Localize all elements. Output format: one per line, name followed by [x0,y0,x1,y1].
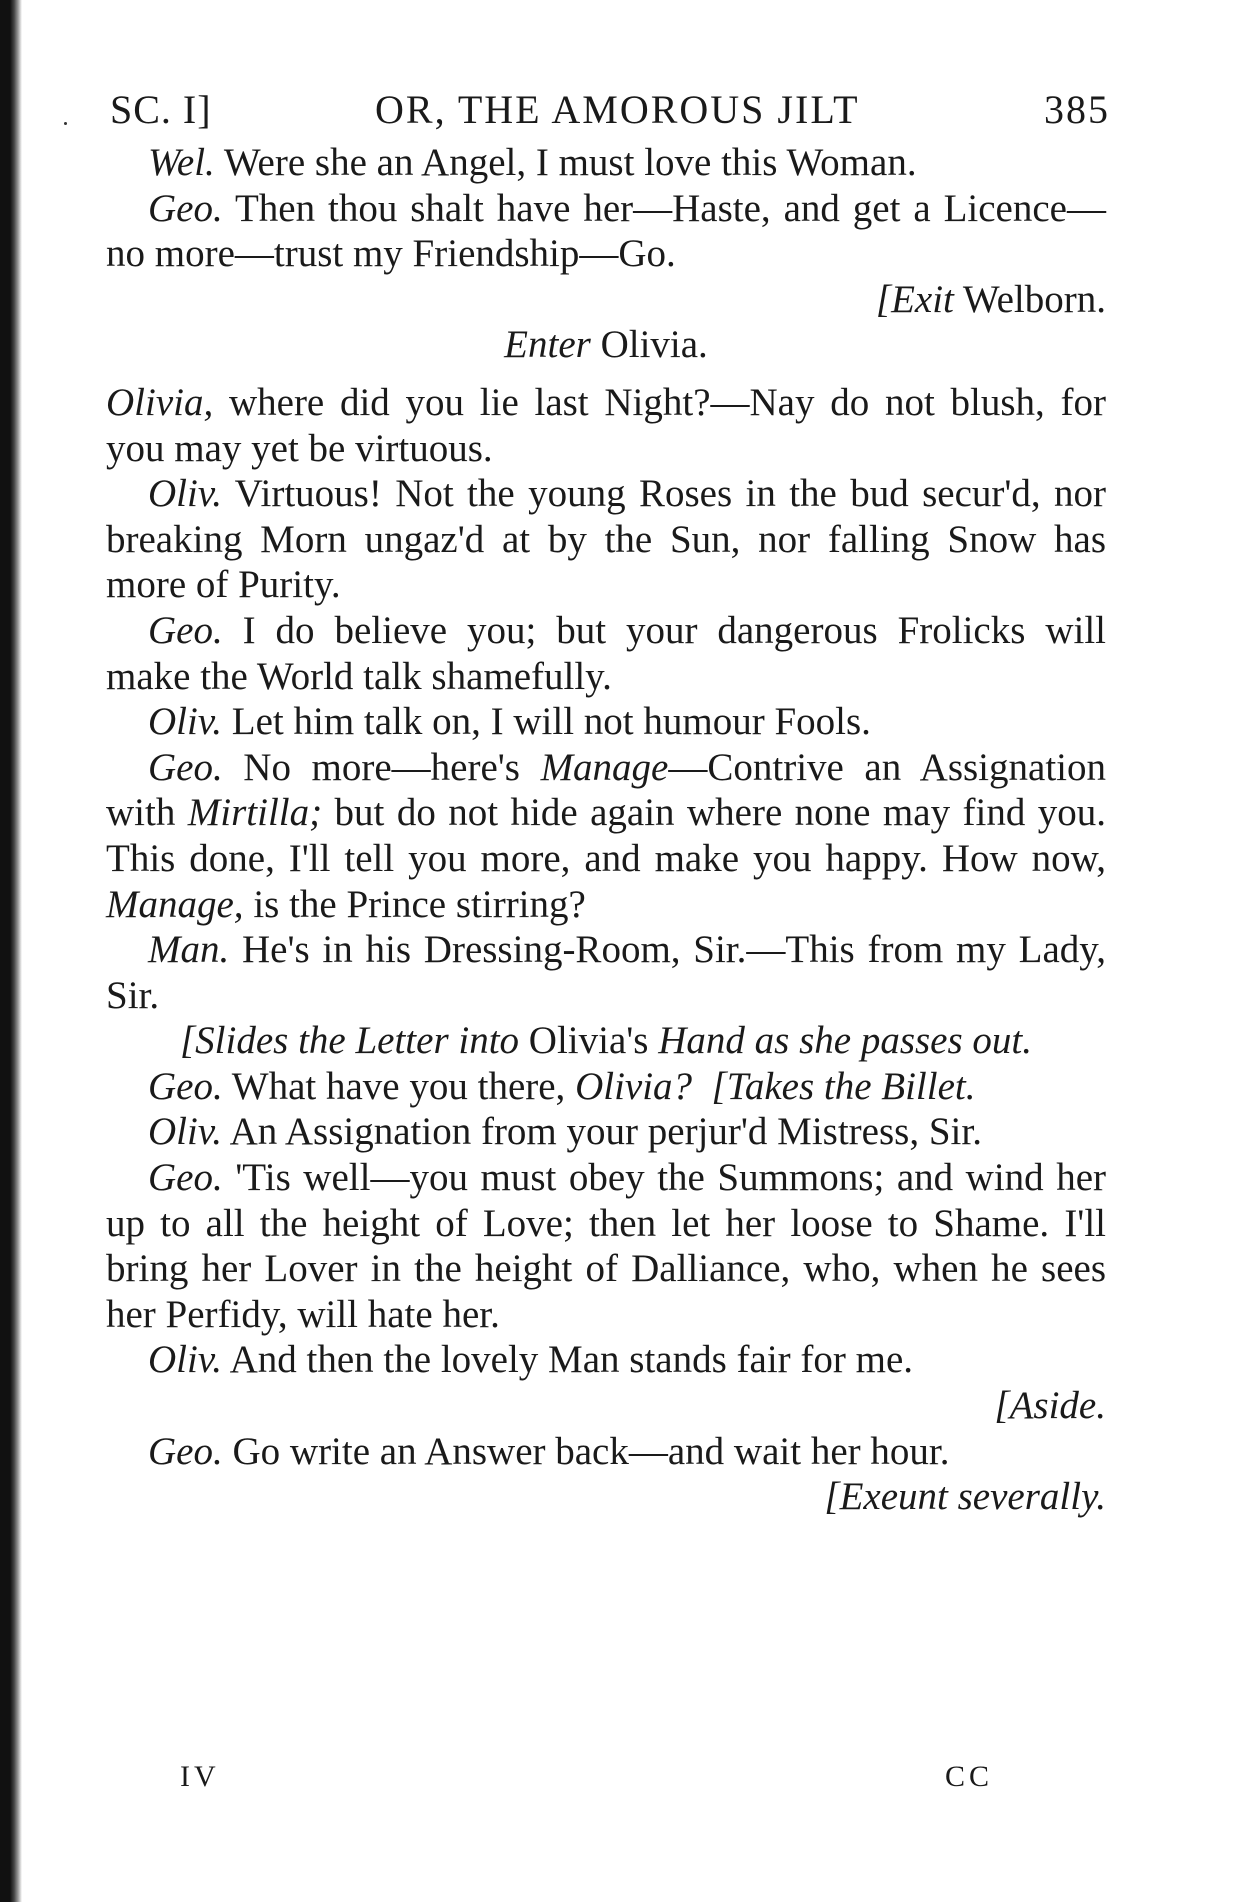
speech-george [106,608,1106,699]
page-footer [110,1760,1110,1800]
speech-text: Then thou shalt have her—Haste, and get a Licence—no more—trust my Friendship—Go. [106,186,1106,276]
character-name: Olivia? [575,1064,693,1108]
page-number: 385 [1044,87,1110,132]
speech-text: I do believe you; but your dangerous Frolicks will make the World talk shamefully. [106,608,1106,698]
direction-italic: Hand as she passes out. [658,1019,1032,1063]
stage-direction-letter [106,1018,1106,1064]
speech-george-to-olivia [106,380,1106,471]
play-text [106,140,1106,1520]
running-title: OR, THE AMOROUS JILT [375,87,860,132]
speaker-label: Oliv. [148,700,223,744]
direction-italic: Enter [504,323,591,367]
character-name: Olivia. [590,323,708,367]
speech-text: —Contrive an Assignation with [106,745,1106,835]
character-name: Mirtilla; [187,791,323,835]
speech-text: He's in his Dressing-Room, Sir.—This from my Lady, Sir. [106,928,1106,1017]
speech-manage [106,927,1106,1018]
character-name: Welborn. [953,277,1106,321]
stage-direction-inline: [Takes the Billet. [711,1064,976,1108]
speech-text: Go write an Answer back—and wait her hour. [222,1429,950,1473]
speaker-label: Man. [148,928,230,972]
character-name: Manage, [106,882,244,926]
stage-direction-exeunt: [Exeunt severally. [824,1475,1106,1519]
speaker-label: Geo. [148,1429,223,1473]
character-name: Manage [540,745,669,789]
speech-text: What have you there, [222,1064,576,1108]
speaker-label: Wel. [148,141,215,184]
speech-olivia [106,1109,1106,1155]
volume-number: IV [180,1760,220,1793]
speaker-label: Geo. [148,186,223,230]
direction-italic: [Exit [875,277,954,321]
speech-text: No more—here's [222,745,541,789]
speaker-label: Geo. [148,608,223,652]
stage-direction-exit [106,277,1106,323]
signature-mark: CC [945,1760,994,1793]
speech-welborn [106,140,1106,186]
scene-marker: SC. I] [110,87,212,132]
speech-text: 'Tis well—you must obey the Summons; and wind her up to all the height of Love; then let her loose to Shame. I'll bring her Lover in the height of Dalliance, who, when he sees her Perfidy, will hate her. [106,1156,1106,1336]
speaker-label: Oliv. [148,1110,223,1154]
speech-olivia [106,1337,1106,1383]
speech-text: but do not hide again where none may find you. This done, I'll tell you more, and make you happy. How now, [106,791,1107,880]
speech-george [106,1429,1106,1475]
speech-text: An Assignation from your perjur'd Mistress, Sir. [222,1110,982,1154]
speech-george [106,1155,1106,1337]
speech-george [106,1064,1106,1110]
character-name: Olivia's [519,1019,659,1063]
speech-olivia [106,471,1106,608]
speech-text: And then the lovely Man stands fair for me. [222,1338,914,1382]
speech-text: Were she an Angel, I must love this Woman. [214,141,917,184]
speech-text: Let him talk on, I will not humour Fools. [222,700,871,744]
speech-text: where did you lie last Night?—Nay do not blush, for you may yet be virtuous. [106,380,1106,470]
ink-speck [64,122,67,125]
addressee-name: Olivia, [106,380,214,424]
stage-direction-enter [106,322,1106,368]
speaker-label: Geo. [148,745,223,789]
speech-text: Virtuous! Not the young Roses in the bud secur'd, nor breaking Morn ungaz'd at by the Sun, nor falling Snow has more of Purity. [106,472,1106,607]
speech-george [106,186,1106,277]
stage-direction-aside: [Aside. [994,1384,1106,1428]
speech-olivia [106,699,1106,745]
speech-text: is the Prince stirring? [243,882,586,926]
direction-italic: [Slides the Letter into [179,1019,520,1063]
speaker-label: Oliv. [148,1338,223,1382]
speaker-label: Geo. [148,1156,223,1200]
book-binding-edge [0,0,22,1902]
speech-george [106,745,1106,927]
running-head [110,86,1110,138]
speaker-label: Geo. [148,1064,223,1108]
speaker-label: Oliv. [148,472,223,516]
